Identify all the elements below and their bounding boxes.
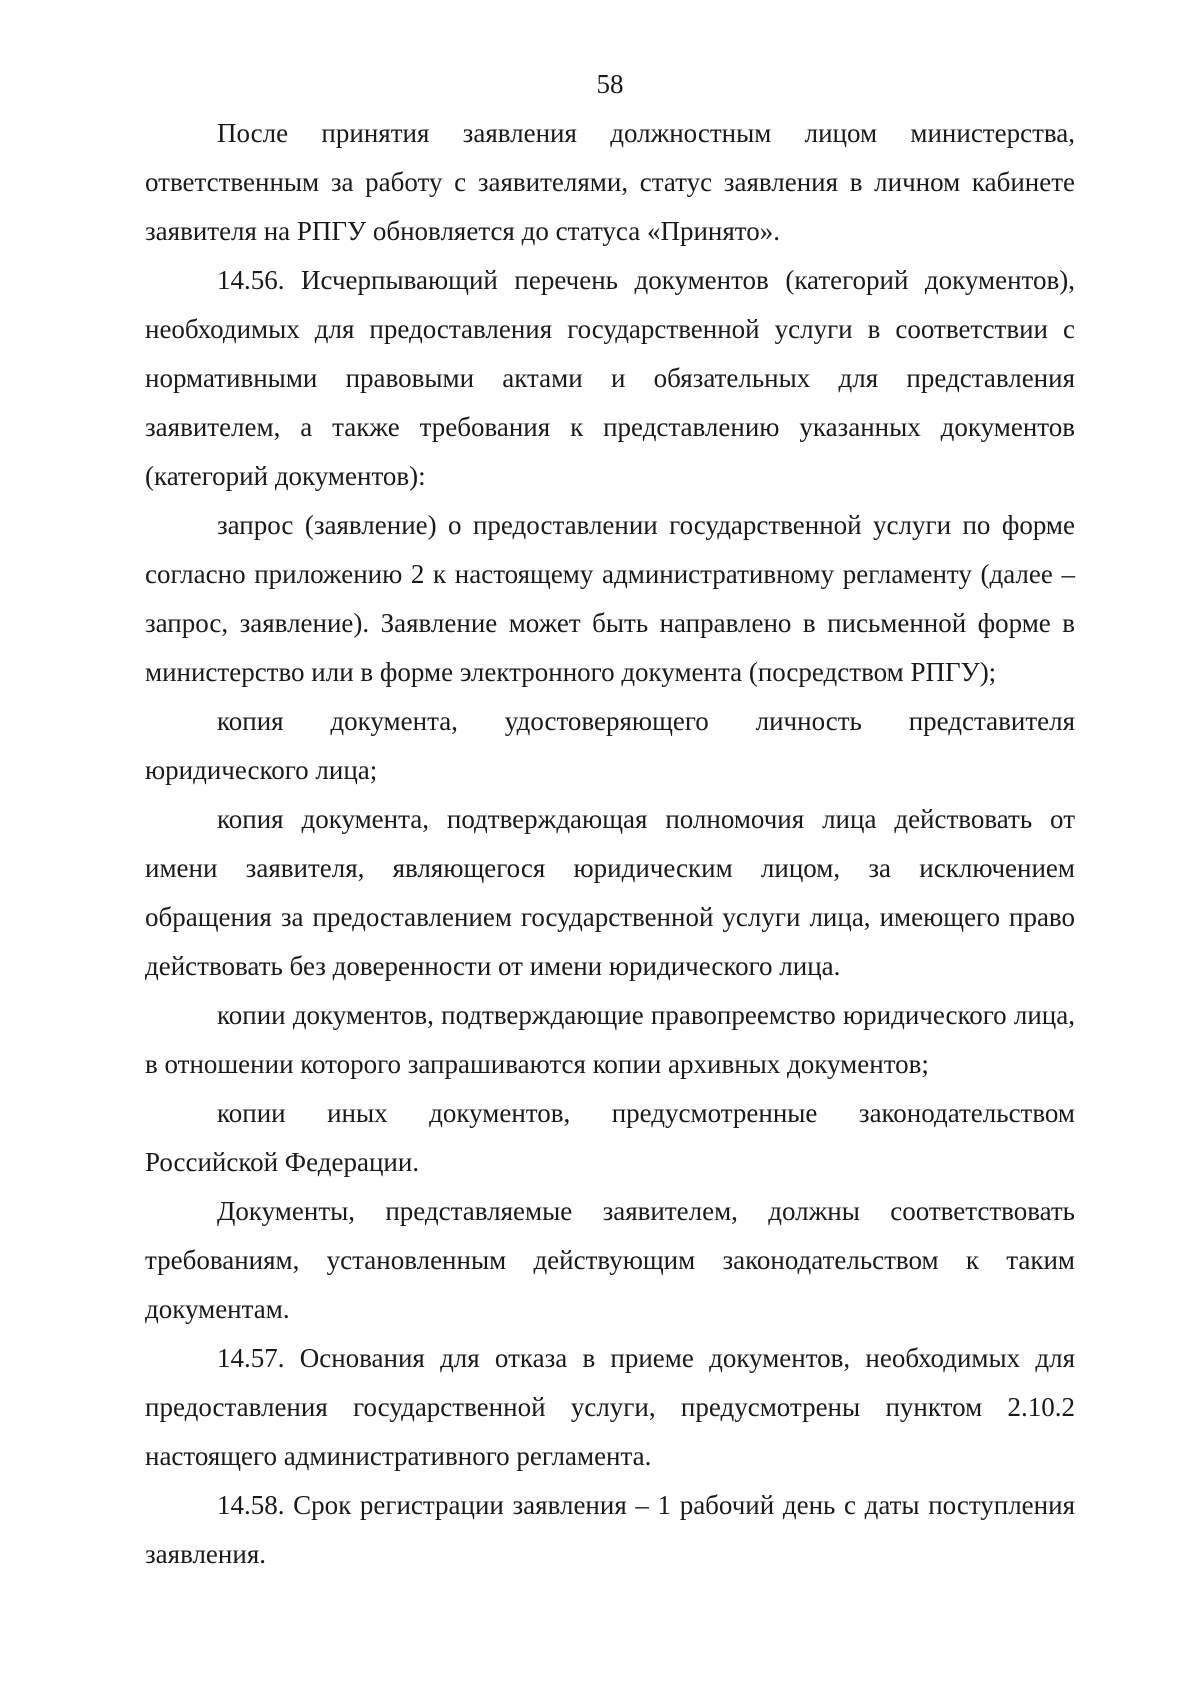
paragraph-other-copies: копии иных документов, предусмотренные законодательством Российской Федерации. xyxy=(145,1098,1075,1177)
paragraph-status-update: После принятия заявления должностным лицом министерства, ответственным за работу с заявителями, статус заявления в личном кабинете заявителя на РПГУ обновляется до статуса «Принято». xyxy=(145,118,1075,246)
paragraph-14-57: 14.57. Основания для отказа в приеме документов, необходимых для предоставления государственной услуги, предусмотрены пунктом 2.10.2 настоящего административного регламента. xyxy=(145,1343,1075,1471)
paragraph-14-56: 14.56. Исчерпывающий перечень документов (категорий документов), необходимых для предоставления государственной услуги в соответствии с нормативными правовыми актами и обязательных для представления заявителем, а также требования к представлению указанных документов (категорий документов): xyxy=(145,265,1075,491)
paragraph-authority-copy: копия документа, подтверждающая полномочия лица действовать от имени заявителя, являющегося юридическим лицом, за исключением обращения за предоставлением государственной услуги лица, имеющего право действовать без доверенности от имени юридического лица. xyxy=(145,804,1075,981)
paragraph-document-requirements: Документы, представляемые заявителем, должны соответствовать требованиям, установленным действующим законодательством к таким документам. xyxy=(145,1196,1075,1324)
document-page xyxy=(145,60,1075,1579)
paragraph-succession-copy: копии документов, подтверждающие правопреемство юридического лица, в отношении которого запрашиваются копии архивных документов; xyxy=(145,1000,1075,1079)
paragraph-request-form: запрос (заявление) о предоставлении государственной услуги по форме согласно приложению 2 к настоящему административному регламенту (далее – запрос, заявление). Заявление может быть направлено в письменной форме в министерство или в форме электронного документа (посредством РПГУ); xyxy=(145,510,1075,687)
paragraph-14-58: 14.58. Срок регистрации заявления – 1 рабочий день с даты поступления заявления. xyxy=(145,1490,1075,1569)
page-number: 58 xyxy=(596,69,624,99)
paragraph-identity-copy: копия документа, удостоверяющего личность представителя юридического лица; xyxy=(145,706,1075,785)
